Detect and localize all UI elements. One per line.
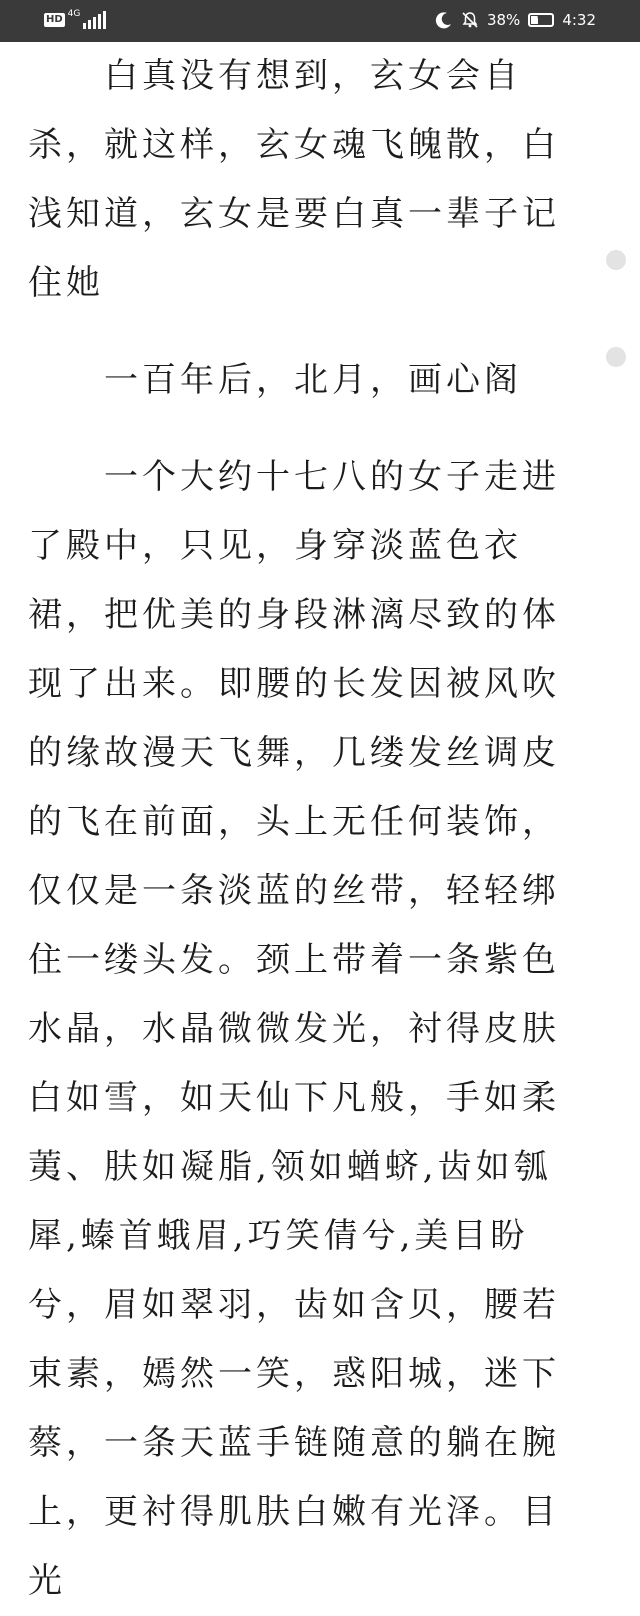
- network-type-label: 4G: [67, 9, 81, 19]
- scroll-indicator-dot[interactable]: [606, 250, 626, 270]
- bell-muted-icon: [461, 11, 479, 29]
- paragraph: 一百年后，北月，画心阁: [104, 360, 522, 400]
- status-bar: [0, 0, 640, 42]
- clock-time: 4:32: [562, 11, 596, 29]
- reading-content: [28, 42, 568, 1616]
- battery-saver-icon: ❦: [536, 15, 544, 25]
- battery-icon: [528, 13, 554, 27]
- paragraph: 白真没有想到，玄女会自杀，就这样，玄女魂飞魄散，白浅知道，玄女是要白真一辈子记住她: [28, 56, 560, 303]
- status-left: [44, 11, 106, 29]
- moon-icon: [435, 11, 453, 29]
- signal-strength-icon: [83, 11, 106, 29]
- paragraph: 一个大约十七八的女子走进了殿中，只见，身穿淡蓝色衣裙，把优美的身段淋漓尽致的体现了出来。即腰的长发因被风吹的缘故漫天飞舞，几缕发丝调皮的飞在前面，头上无任何装饰，仅仅是一条淡蓝的丝带，轻轻绑住一缕头发。颈上带着一条紫色水晶，水晶微微发光，衬得皮肤白如雪，如天仙下凡般，手如柔荑、肤如凝脂,领如蝤蛴,齿如瓠犀,螓首蛾眉,巧笑倩兮,美目盼兮，眉如翠羽，齿如含贝，腰若束素，嫣然一笑，惑阳城，迷下蔡，一条天蓝手链随意的躺在腕上，更衬得肌肤白嫩有光泽。目光: [28, 457, 560, 1601]
- battery-percent: 38%: [486, 11, 521, 29]
- status-right: [435, 11, 596, 29]
- hd-badge: HD: [46, 14, 63, 25]
- scroll-indicator-dot[interactable]: [606, 347, 626, 367]
